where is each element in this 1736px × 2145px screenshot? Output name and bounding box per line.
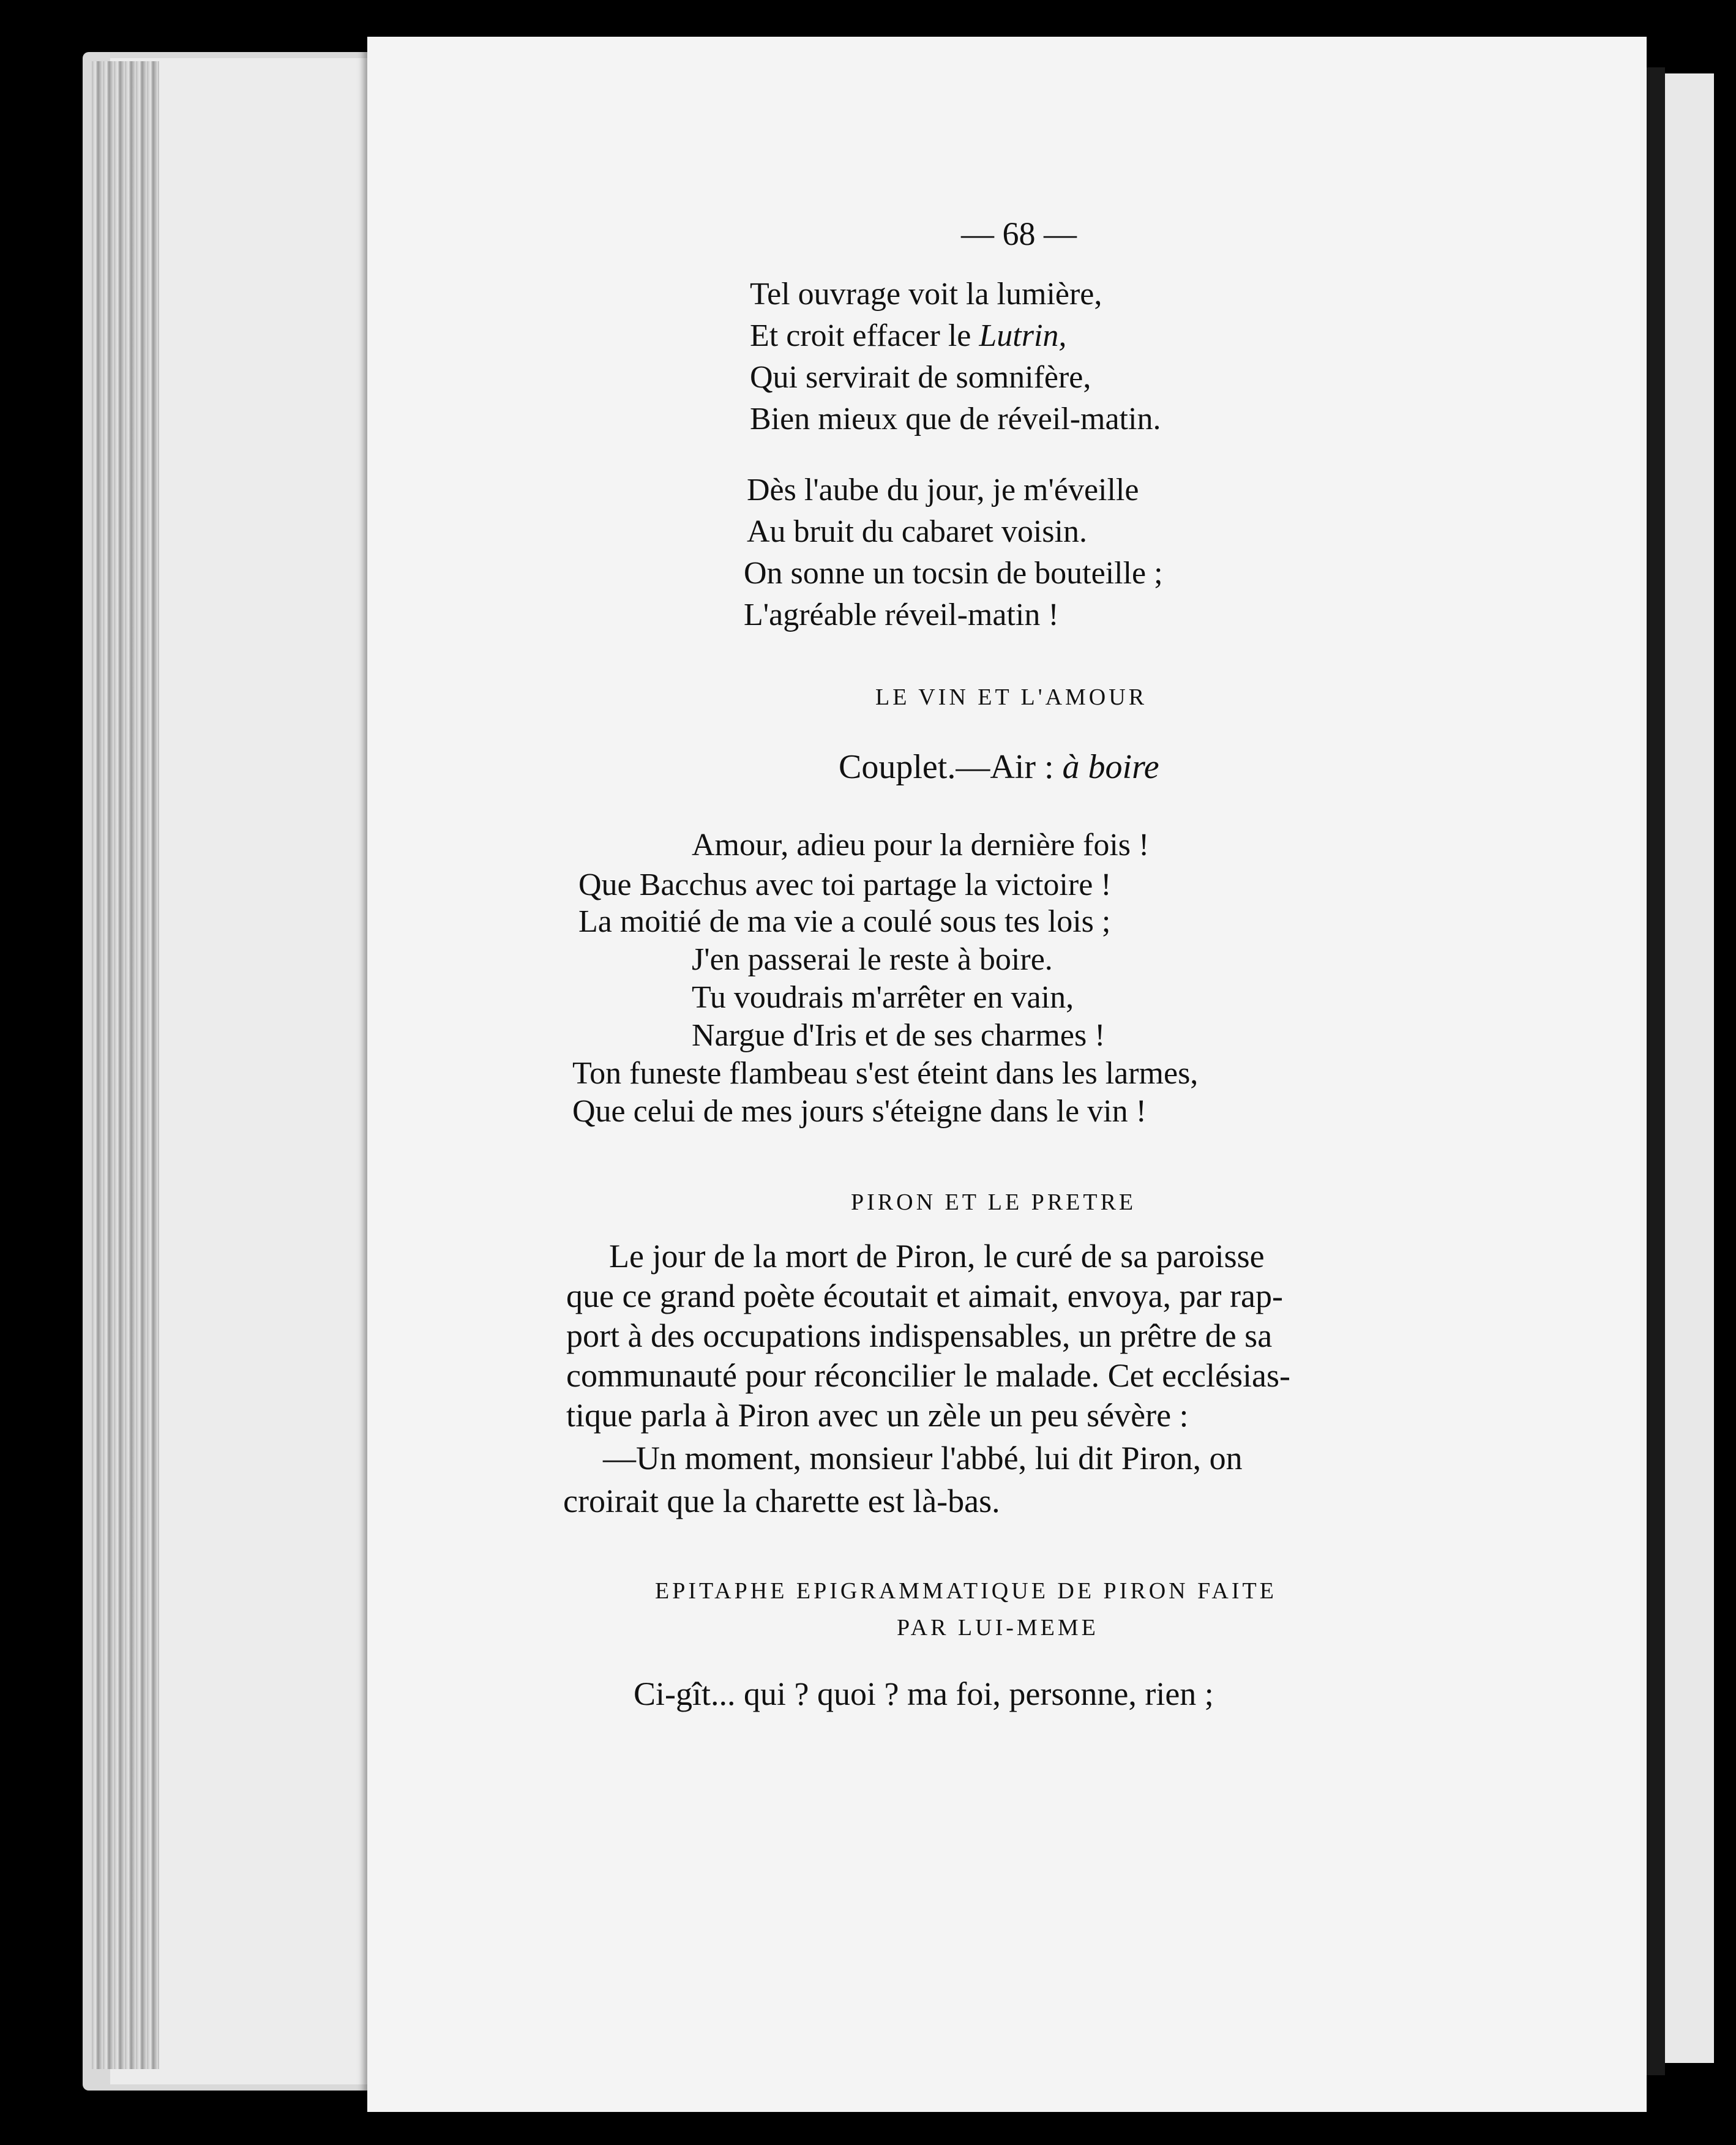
poem3-line-3: La moitié de ma vie a coulé sous tes lois ; [578, 904, 1111, 939]
prose-line-4: communauté pour réconcilier le malade. Cet ecclésias- [566, 1357, 1290, 1394]
prose-line-7: croirait que la charette est là-bas. [563, 1483, 1000, 1519]
poem3-line-2: Que Bacchus avec toi partage la victoire ! [578, 867, 1112, 902]
epitaphe-first-line: Ci-gît... qui ? quoi ? ma foi, personne, rien ; [634, 1675, 1214, 1712]
poem1-line-2 [750, 320, 1066, 352]
book-left-edge [92, 61, 159, 2069]
prose-line-6: —Un moment, monsieur l'abbé, lui dit Piron, on [603, 1440, 1243, 1477]
prose-line-3: port à des occupations indispensables, un prêtre de sa [566, 1317, 1273, 1354]
poem3-line-5: Tu voudrais m'arrêter en vain, [692, 980, 1074, 1015]
prose-line-2: que ce grand poète écoutait et aimait, envoya, par rap- [566, 1278, 1283, 1314]
poem2-line-2: Au bruit du cabaret voisin. [747, 514, 1087, 549]
book-gutter-shadow [1647, 67, 1665, 2075]
poem1-line-2-text: Et croit effacer le [750, 318, 971, 353]
poem2-line-3: On sonne un tocsin de bouteille ; [744, 556, 1163, 591]
section-heading-epitaphe-line-2: PAR LUI-MEME [897, 1615, 1099, 1641]
poem3-line-4: J'en passerai le reste à boire. [692, 942, 1053, 977]
prose-line-5: tique parla à Piron avec un zèle un peu sévère : [566, 1397, 1189, 1434]
section-heading-vin-amour: LE VIN ET L'AMOUR [875, 684, 1148, 710]
poem3-line-6: Nargue d'Iris et de ses charmes ! [692, 1018, 1106, 1053]
poem1-line-1: Tel ouvrage voit la lumière, [750, 277, 1102, 312]
poem1-line-3: Qui servirait de somnifère, [750, 360, 1091, 395]
poem3-line-1: Amour, adieu pour la dernière fois ! [692, 828, 1150, 863]
couplet-title-text: Couplet.—Air : [839, 748, 1054, 786]
poem1-line-4: Bien mieux que de réveil-matin. [750, 402, 1161, 436]
poem3-line-7: Ton funeste flambeau s'est éteint dans les larmes, [572, 1056, 1199, 1091]
poem1-line-2-italic: Lutrin, [979, 318, 1067, 353]
poem3-line-8: Que celui de mes jours s'éteigne dans le vin ! [572, 1094, 1147, 1129]
poem2-line-4: L'agréable réveil-matin ! [744, 597, 1059, 632]
poem2-line-1: Dès l'aube du jour, je m'éveille [747, 473, 1139, 507]
section-heading-piron-pretre: PIRON ET LE PRETRE [851, 1189, 1137, 1215]
page-number: — 68 — [961, 215, 1077, 252]
couplet-title-italic: à boire [1062, 748, 1159, 786]
book-right-edge [1665, 73, 1714, 2063]
couplet-title [839, 750, 1159, 784]
section-heading-epitaphe-line-1: EPITAPHE EPIGRAMMATIQUE DE PIRON FAITE [655, 1578, 1277, 1604]
prose-line-1: Le jour de la mort de Piron, le curé de sa paroisse [609, 1238, 1265, 1275]
